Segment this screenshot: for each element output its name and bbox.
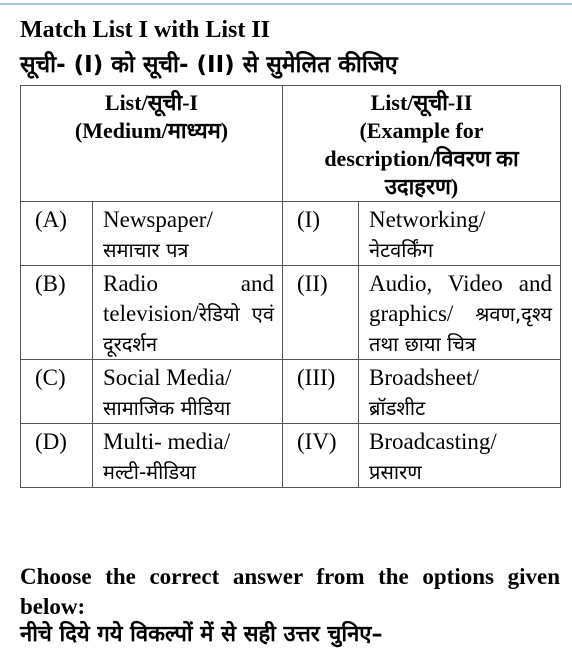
- example-hi: नेटवर्किंग: [369, 238, 434, 262]
- table-row: [21, 424, 561, 488]
- top-divider: [0, 3, 572, 5]
- row-d-label: (D): [21, 424, 93, 488]
- question-title: Match List I with List II: [20, 17, 271, 43]
- row-b-label: (B): [21, 266, 93, 360]
- question-subtitle-hindi: सूची- (I) को सूची- (II) से सुमेलित कीजिए: [20, 52, 398, 78]
- table-row: [21, 266, 561, 360]
- list1-header-title: List/सूची-I: [104, 90, 199, 115]
- medium-en: Multi- media/: [103, 429, 231, 454]
- example-en: Audio, Video and graphics/: [369, 271, 553, 326]
- table-row: [21, 202, 561, 266]
- list2-header-title: List/सूची-II: [370, 90, 473, 115]
- match-table: [20, 85, 561, 488]
- row-d-medium: [93, 424, 283, 488]
- row-b-example-label: (II): [283, 266, 359, 360]
- row-c-example-label: (III): [283, 360, 359, 424]
- medium-en: Newspaper/: [103, 207, 213, 232]
- row-b-example: [359, 266, 561, 360]
- instruction-text: Choose the correct answer from the options given below:: [20, 564, 560, 619]
- row-a-label: (A): [21, 202, 93, 266]
- example-hi: श्रवण,दृश्य तथा छाया चित्र: [369, 302, 553, 356]
- row-c-label: (C): [21, 360, 93, 424]
- list2-header-subtitle-2: description/विवरण का: [324, 146, 519, 171]
- row-d-example: [359, 424, 561, 488]
- medium-en: Social Media/: [103, 365, 232, 390]
- list2-header-subtitle-1: (Example for: [359, 118, 484, 143]
- example-en: Broadcasting/: [369, 429, 497, 454]
- medium-en: Radio and television/: [103, 271, 274, 326]
- row-d-example-label: (IV): [283, 424, 359, 488]
- example-hi: प्रसारण: [369, 460, 422, 484]
- table-row: [21, 360, 561, 424]
- table-header-row: [21, 86, 561, 202]
- example-en: Networking/: [369, 207, 486, 232]
- instruction-text-hindi: नीचे दिये गये विकल्पों में से सही उत्तर चुनिए–: [20, 622, 383, 647]
- medium-hi: रेडियो एवं दूरदर्शन: [103, 302, 274, 356]
- example-en: Broadsheet/: [369, 365, 479, 390]
- medium-hi: सामाजिक मीडिया: [103, 396, 231, 420]
- row-c-medium: [93, 360, 283, 424]
- list1-header-subtitle: (Medium/माध्यम): [74, 118, 229, 143]
- medium-hi: समाचार पत्र: [103, 238, 189, 262]
- list1-header: [21, 86, 283, 202]
- row-a-example: [359, 202, 561, 266]
- list2-header: [283, 86, 561, 202]
- row-c-example: [359, 360, 561, 424]
- medium-hi: मल्टी-मीडिया: [103, 460, 196, 484]
- list2-header-subtitle-3: उदाहरण): [384, 174, 459, 199]
- example-hi: ब्रॉडशीट: [369, 396, 426, 420]
- row-b-medium: [93, 266, 283, 360]
- row-a-medium: [93, 202, 283, 266]
- row-a-example-label: (I): [283, 202, 359, 266]
